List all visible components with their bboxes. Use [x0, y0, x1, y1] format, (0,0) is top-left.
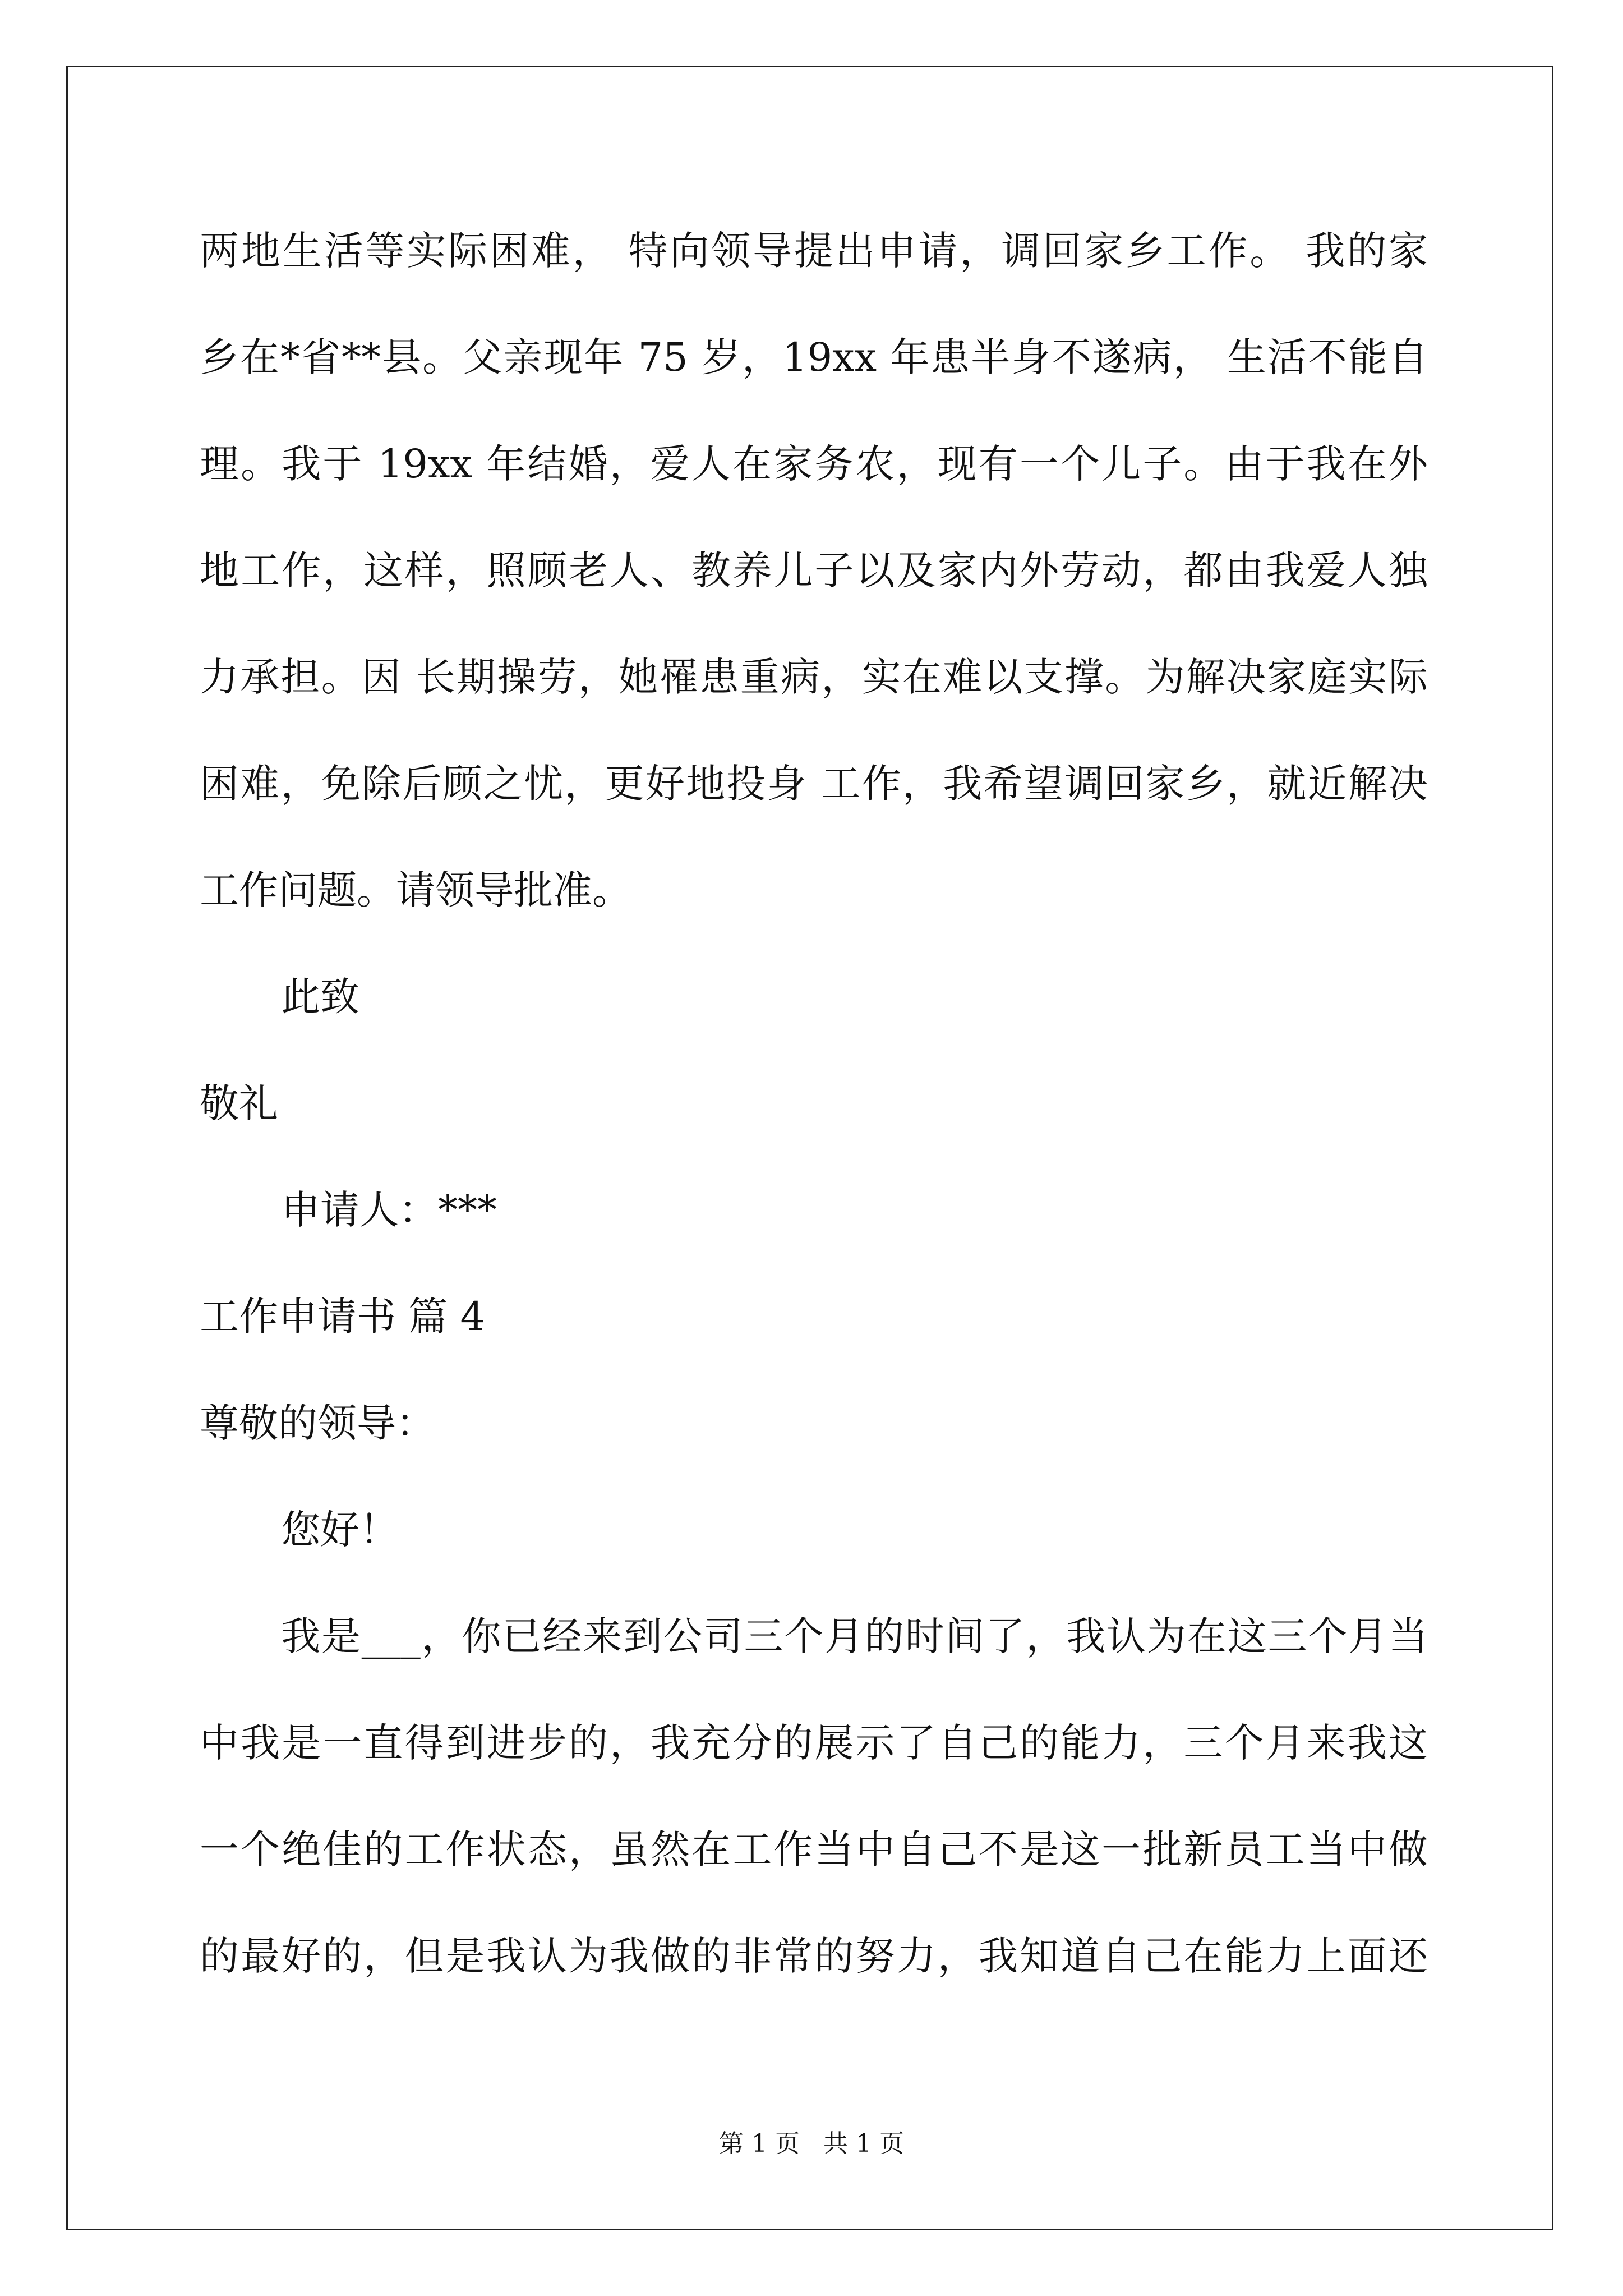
text-line-16: 一个绝佳的工作状态，虽然在工作当中自己不是这一批新员工当中做	[200, 1826, 1428, 1872]
section-heading: 工作申请书 篇 4	[200, 1294, 486, 1340]
text-line-3: 理。我于 19xx 年结婚，爱人在家务农，现有一个儿子。由于我在外	[200, 441, 1428, 487]
text-line-1: 两地生活等实际困难， 特向领导提出申请，调回家乡工作。 我的家	[200, 228, 1428, 274]
regards: 敬礼	[200, 1080, 278, 1126]
salutation-closing: 此致	[281, 974, 359, 1020]
applicant-signature: 申请人：***	[281, 1187, 497, 1233]
text-line-7: 工作问题。请领导批准。	[200, 867, 631, 913]
text-line-6: 困难，免除后顾之忧，更好地投身 工作，我希望调回家乡，就近解决	[200, 761, 1428, 807]
text-line-15: 中我是一直得到进步的，我充分的展示了自己的能力，三个月来我这	[200, 1720, 1428, 1766]
page-border	[66, 66, 1553, 2230]
text-line-4: 地工作，这样，照顾老人、教养儿子以及家内外劳动，都由我爱人独	[200, 547, 1428, 593]
greeting: 您好！	[281, 1507, 399, 1553]
text-line-5: 力承担。因 长期操劳，她罹患重病，实在难以支撑。为解决家庭实际	[200, 654, 1428, 700]
page-footer: 第 1 页 共 1 页	[719, 2129, 904, 2158]
text-line-14: 我是___，你已经来到公司三个月的时间了，我认为在这三个月当	[281, 1613, 1428, 1659]
text-line-2: 乡在*省**县。父亲现年 75 岁，19xx 年患半身不遂病， 生活不能自	[200, 334, 1428, 380]
text-line-17: 的最好的，但是我认为我做的非常的努力，我知道自己在能力上面还	[200, 1933, 1428, 1979]
salutation: 尊敬的领导：	[200, 1400, 435, 1446]
